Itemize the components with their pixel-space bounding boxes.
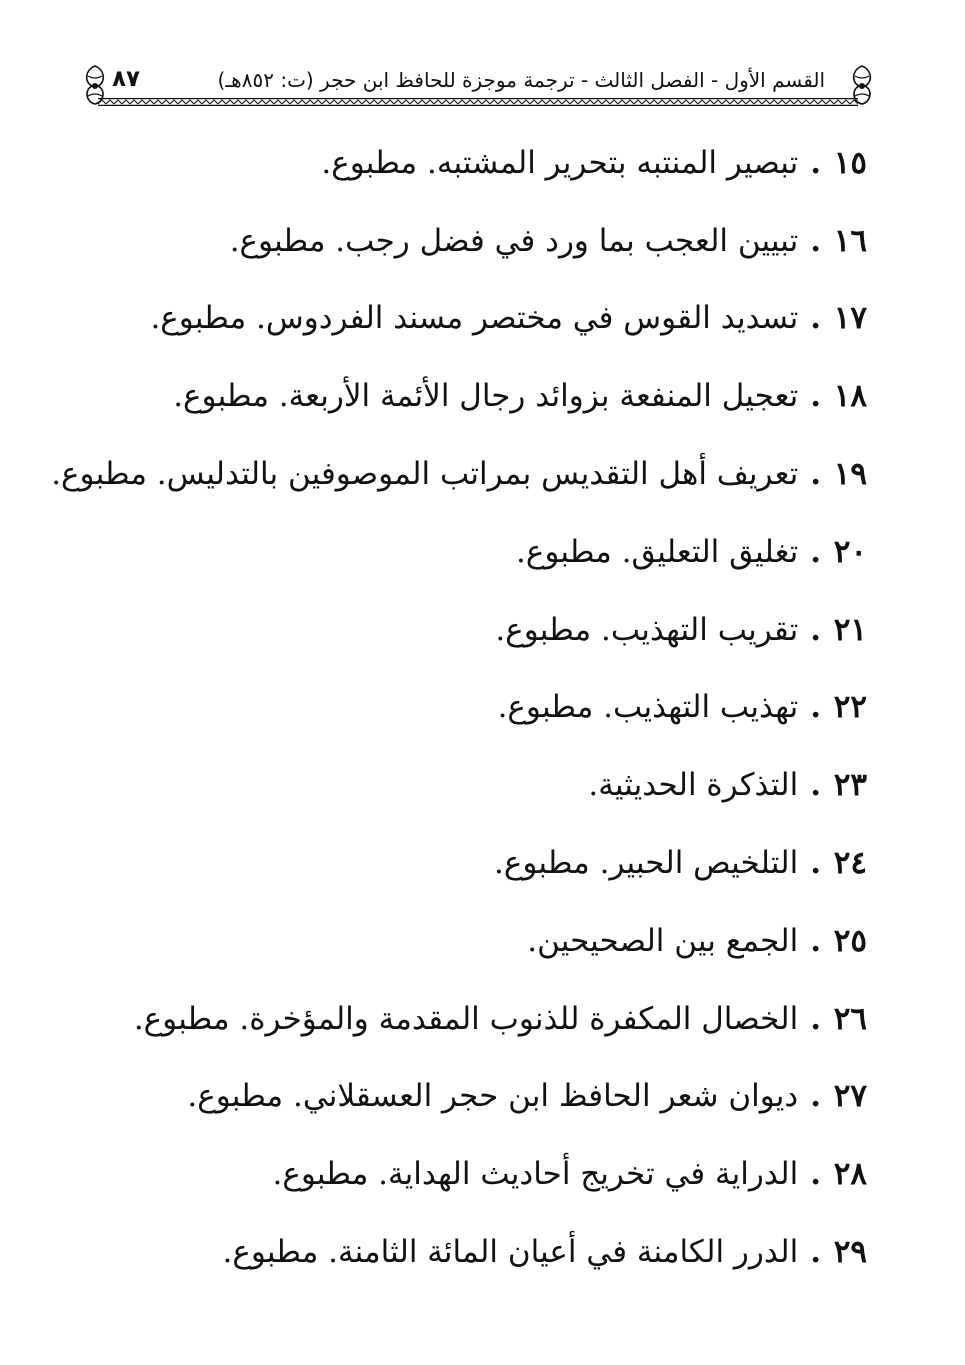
list-item bbox=[87, 1213, 867, 1291]
item-number: ٢٢ bbox=[833, 689, 867, 726]
book-list bbox=[51, 124, 867, 1291]
item-number-dot: . bbox=[810, 845, 821, 882]
item-title: تغليق التعليق. مطبوع. bbox=[515, 533, 799, 570]
item-number-dot: . bbox=[810, 456, 821, 493]
item-number-dot: . bbox=[810, 222, 821, 259]
running-header-title: القسم الأول - الفصل الثالث - ترجمة موجزة للحافظ ابن حجر (ت: ٨٥٢هـ) bbox=[217, 68, 825, 92]
list-item bbox=[87, 202, 867, 280]
item-title: التذكرة الحديثية. bbox=[588, 767, 799, 804]
item-number-dot: . bbox=[810, 1234, 821, 1271]
item-title: الخصال المكفرة للذنوب المقدمة والمؤخرة. مطبوع. bbox=[133, 1000, 799, 1037]
item-number: ١٨ bbox=[833, 378, 867, 415]
item-title: تعريف أهل التقديس بمراتب الموصوفين بالتدليس. مطبوع. bbox=[51, 456, 799, 493]
item-number: ٢٠ bbox=[833, 533, 867, 570]
list-item bbox=[87, 1058, 867, 1136]
item-title: ديوان شعر الحافظ ابن حجر العسقلاني. مطبوع. bbox=[187, 1078, 799, 1115]
list-item bbox=[87, 669, 867, 747]
item-number-dot: . bbox=[810, 144, 821, 181]
item-title: الدرر الكامنة في أعيان المائة الثامنة. مطبوع. bbox=[222, 1234, 799, 1271]
item-number: ١٥ bbox=[833, 144, 867, 181]
list-item bbox=[87, 513, 867, 591]
item-number: ٢٤ bbox=[833, 845, 867, 882]
list-item bbox=[87, 746, 867, 824]
item-title: تبيين العجب بما ورد في فضل رجب. مطبوع. bbox=[229, 222, 799, 259]
item-number-dot: . bbox=[810, 689, 821, 726]
header-decorative-rule bbox=[98, 98, 858, 106]
item-number: ٢٩ bbox=[833, 1234, 867, 1271]
item-number-dot: . bbox=[810, 922, 821, 959]
page-number: ٨٧ bbox=[112, 66, 141, 92]
list-item bbox=[87, 591, 867, 669]
item-title: الدراية في تخريج أحاديث الهداية. مطبوع. bbox=[272, 1156, 799, 1193]
item-number-dot: . bbox=[810, 767, 821, 804]
item-number-dot: . bbox=[810, 1078, 821, 1115]
item-number-dot: . bbox=[810, 1156, 821, 1193]
item-title: تسديد القوس في مختصر مسند الفردوس. مطبوع. bbox=[150, 300, 799, 337]
item-number: ٢٥ bbox=[833, 922, 867, 959]
list-item bbox=[51, 435, 867, 513]
item-number-dot: . bbox=[810, 378, 821, 415]
list-item bbox=[87, 1135, 867, 1213]
item-title: تعجيل المنفعة بزوائد رجال الأئمة الأربعة. مطبوع. bbox=[173, 378, 799, 415]
item-number-dot: . bbox=[810, 611, 821, 648]
item-number: ٢١ bbox=[833, 611, 867, 648]
item-number: ٢٨ bbox=[833, 1156, 867, 1193]
item-title: الجمع بين الصحيحين. bbox=[527, 922, 799, 959]
item-number: ٢٦ bbox=[833, 1000, 867, 1037]
list-item bbox=[87, 357, 867, 435]
list-item bbox=[87, 280, 867, 358]
page-header bbox=[88, 62, 865, 108]
item-title: تهذيب التهذيب. مطبوع. bbox=[497, 689, 799, 726]
item-title: التلخيص الحبير. مطبوع. bbox=[493, 845, 799, 882]
item-number-dot: . bbox=[810, 533, 821, 570]
item-number: ١٩ bbox=[833, 456, 867, 493]
list-item bbox=[87, 980, 867, 1058]
item-number-dot: . bbox=[810, 1000, 821, 1037]
item-number: ١٧ bbox=[833, 300, 867, 337]
list-item bbox=[87, 902, 867, 980]
item-number-dot: . bbox=[810, 300, 821, 337]
item-number: ٢٣ bbox=[833, 767, 867, 804]
list-item bbox=[87, 124, 867, 202]
item-title: تبصير المنتبه بتحرير المشتبه. مطبوع. bbox=[321, 144, 799, 181]
item-number: ١٦ bbox=[833, 222, 867, 259]
item-title: تقريب التهذيب. مطبوع. bbox=[495, 611, 799, 648]
list-item bbox=[87, 824, 867, 902]
item-number: ٢٧ bbox=[833, 1078, 867, 1115]
